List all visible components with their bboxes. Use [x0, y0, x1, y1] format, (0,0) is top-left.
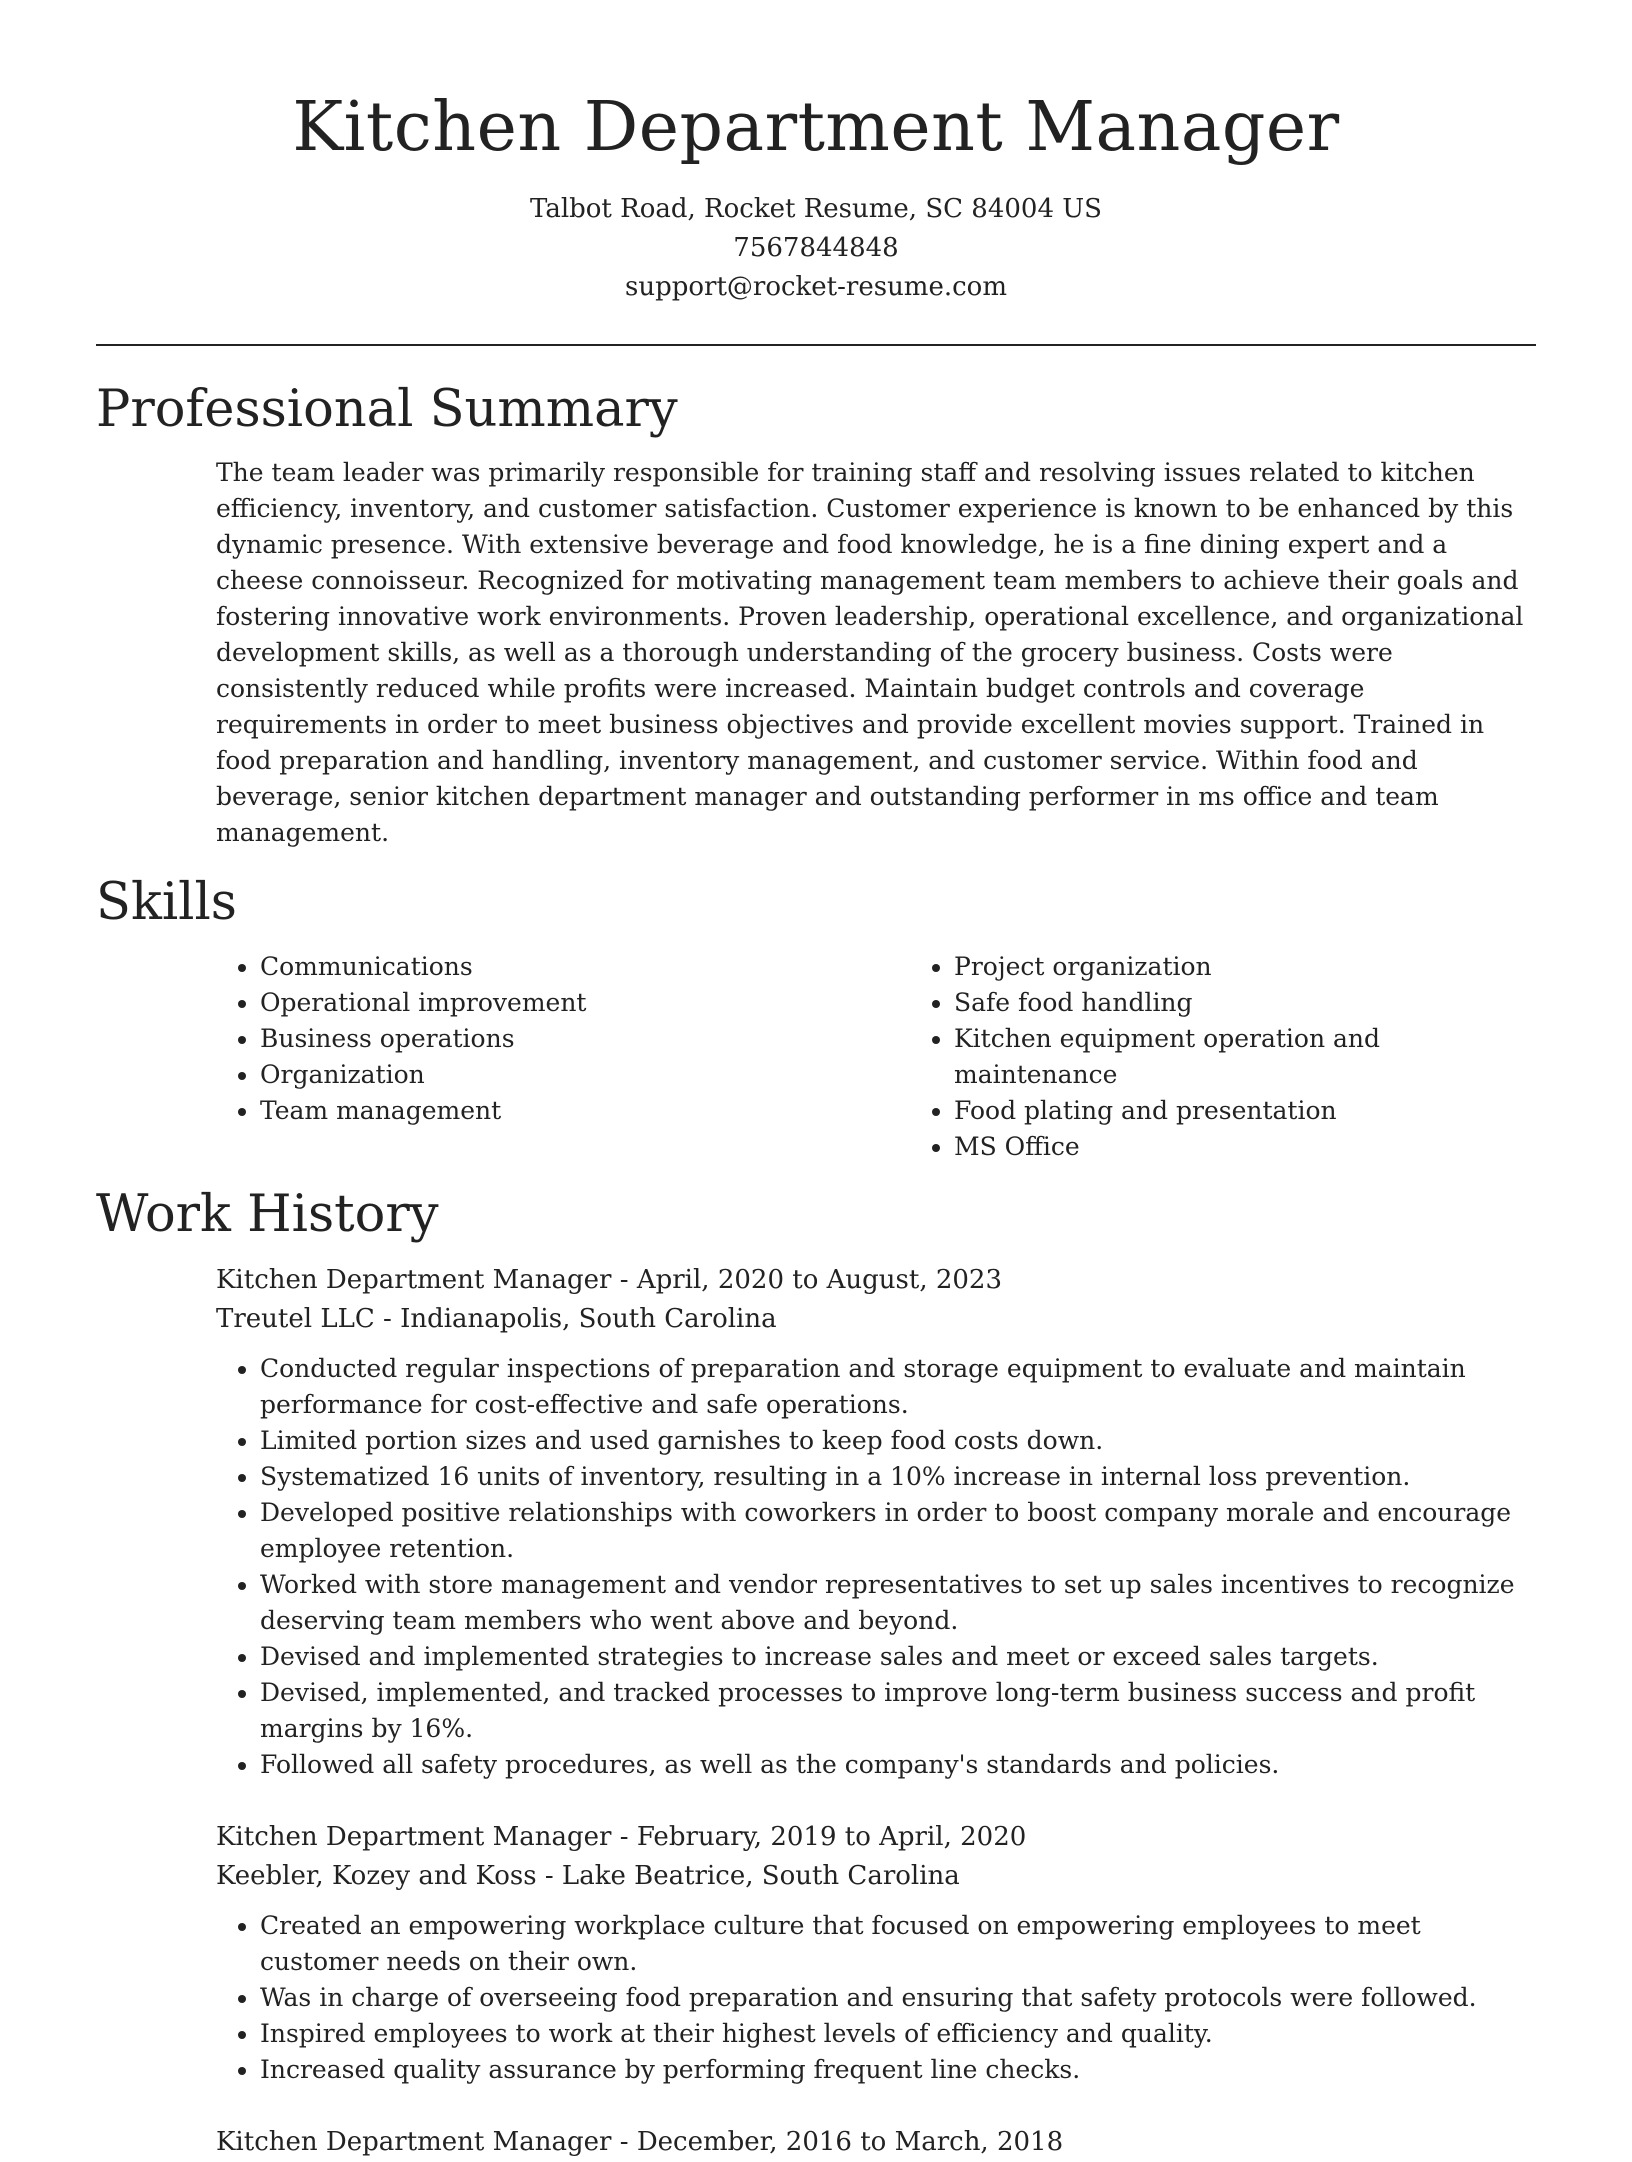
resume-header	[96, 0, 1536, 307]
phone: 7567844848	[733, 233, 899, 263]
skill-item: • Food plating and presentation	[954, 1093, 1536, 1129]
skill-item: • Kitchen equipment operation and maintenance	[954, 1021, 1536, 1093]
job-bullet: • Devised and implemented strategies to increase sales and meet or exceed sales targets.	[260, 1639, 1536, 1675]
skill-item: • Operational improvement	[260, 985, 910, 1021]
job-role: Kitchen Department Manager	[216, 1265, 612, 1295]
job-role: Kitchen Department Manager	[216, 1822, 612, 1852]
job-bullets	[216, 1908, 1536, 2088]
job-bullet: • Developed positive relationships with coworkers in order to boost company morale and encourage employee retention.	[260, 1495, 1536, 1567]
job-role: Kitchen Department Manager	[216, 2127, 612, 2157]
job-entry	[216, 2123, 1536, 2162]
job-bullet: • Was in charge of overseeing food preparation and ensuring that safety protocols were followed.	[260, 1980, 1536, 2016]
skills-heading: Skills	[96, 873, 237, 932]
skills-column-left	[216, 949, 910, 1165]
job-company-line: Treutel LLC - Indianapolis, South Carolina	[216, 1304, 777, 1334]
job-bullet: • Created an empowering workplace culture that focused on empowering employees to meet customer needs on their own.	[260, 1908, 1536, 1980]
work-history-heading: Work History	[96, 1185, 439, 1244]
job-dates: April, 2020 to August, 2023	[636, 1265, 1003, 1295]
job-bullet: • Followed all safety procedures, as well as the company's standards and policies.	[260, 1747, 1536, 1783]
job-title-line: Kitchen Department Manager - February, 2019 to April, 2020	[216, 1822, 1027, 1852]
email: support@rocket-resume.com	[624, 272, 1007, 302]
job-entry	[216, 1261, 1536, 1783]
job-entry	[216, 1818, 1536, 2088]
job-bullet: • Increased quality assurance by performing frequent line checks.	[260, 2052, 1536, 2088]
job-bullet: • Systematized 16 units of inventory, resulting in a 10% increase in internal loss prevention.	[260, 1459, 1536, 1495]
job-dates: December, 2016 to March, 2018	[636, 2127, 1064, 2157]
skill-item: • Organization	[260, 1057, 910, 1093]
address: Talbot Road, Rocket Resume, SC 84004 US	[530, 194, 1102, 224]
summary-text: The team leader was primarily responsible for training staff and resolving issues related to kitchen efficiency, inventory, and customer satisfaction. Customer experience is known to be enhanced by this dynamic presence. With extensive beverage and food knowledge, he is a fine dining expert and a cheese connoisseur. Recognized for motivating management team members to achieve their goals and fostering innovative work environments. Proven leadership, operational excellence, and organizational development skills, as well as a thorough understanding of the grocery business. Costs were consistently reduced while profits were increased. Maintain budget controls and coverage requirements in order to meet business objectives and provide excellent movies support. Trained in food preparation and handling, inventory management, and customer service. Within food and beverage, senior kitchen department manager and outstanding performer in ms office and team management.	[216, 458, 1524, 847]
skill-item: • Safe food handling	[954, 985, 1536, 1021]
skill-item: • Communications	[260, 949, 910, 985]
job-title-line: Kitchen Department Manager - April, 2020 to August, 2023	[216, 1265, 1003, 1295]
skill-item: • Business operations	[260, 1021, 910, 1057]
job-dates: February, 2019 to April, 2020	[636, 1822, 1027, 1852]
candidate-name: Kitchen Department Manager	[292, 88, 1340, 167]
skill-item: • MS Office	[954, 1129, 1536, 1165]
resume-page	[96, 0, 1536, 2162]
job-bullet: • Inspired employees to work at their highest levels of efficiency and quality.	[260, 2016, 1536, 2052]
header-divider	[96, 344, 1536, 346]
job-bullets	[216, 1351, 1536, 1783]
job-location: Indianapolis, South Carolina	[400, 1304, 777, 1334]
contact-block	[96, 190, 1536, 307]
job-location: Lake Beatrice, South Carolina	[561, 1861, 960, 1891]
skill-item: • Team management	[260, 1093, 910, 1129]
skill-item: • Project organization	[954, 949, 1536, 985]
job-title-line: Kitchen Department Manager - December, 2016 to March, 2018	[216, 2127, 1064, 2157]
job-bullet: • Conducted regular inspections of preparation and storage equipment to evaluate and maintain performance for cost-effective and safe operations.	[260, 1351, 1536, 1423]
job-bullet: • Devised, implemented, and tracked processes to improve long-term business success and profit margins by 16%.	[260, 1675, 1536, 1747]
job-company: Keebler, Kozey and Koss	[216, 1861, 537, 1891]
skills-column-right	[910, 949, 1536, 1165]
skills-list	[216, 949, 1536, 1165]
summary-heading: Professional Summary	[96, 380, 678, 439]
job-company-line: Keebler, Kozey and Koss - Lake Beatrice, South Carolina	[216, 1861, 960, 1891]
job-company: Treutel LLC	[216, 1304, 375, 1334]
job-bullet: • Limited portion sizes and used garnishes to keep food costs down.	[260, 1423, 1536, 1459]
job-bullet: • Worked with store management and vendor representatives to set up sales incentives to recognize deserving team members who went above and beyond.	[260, 1567, 1536, 1639]
